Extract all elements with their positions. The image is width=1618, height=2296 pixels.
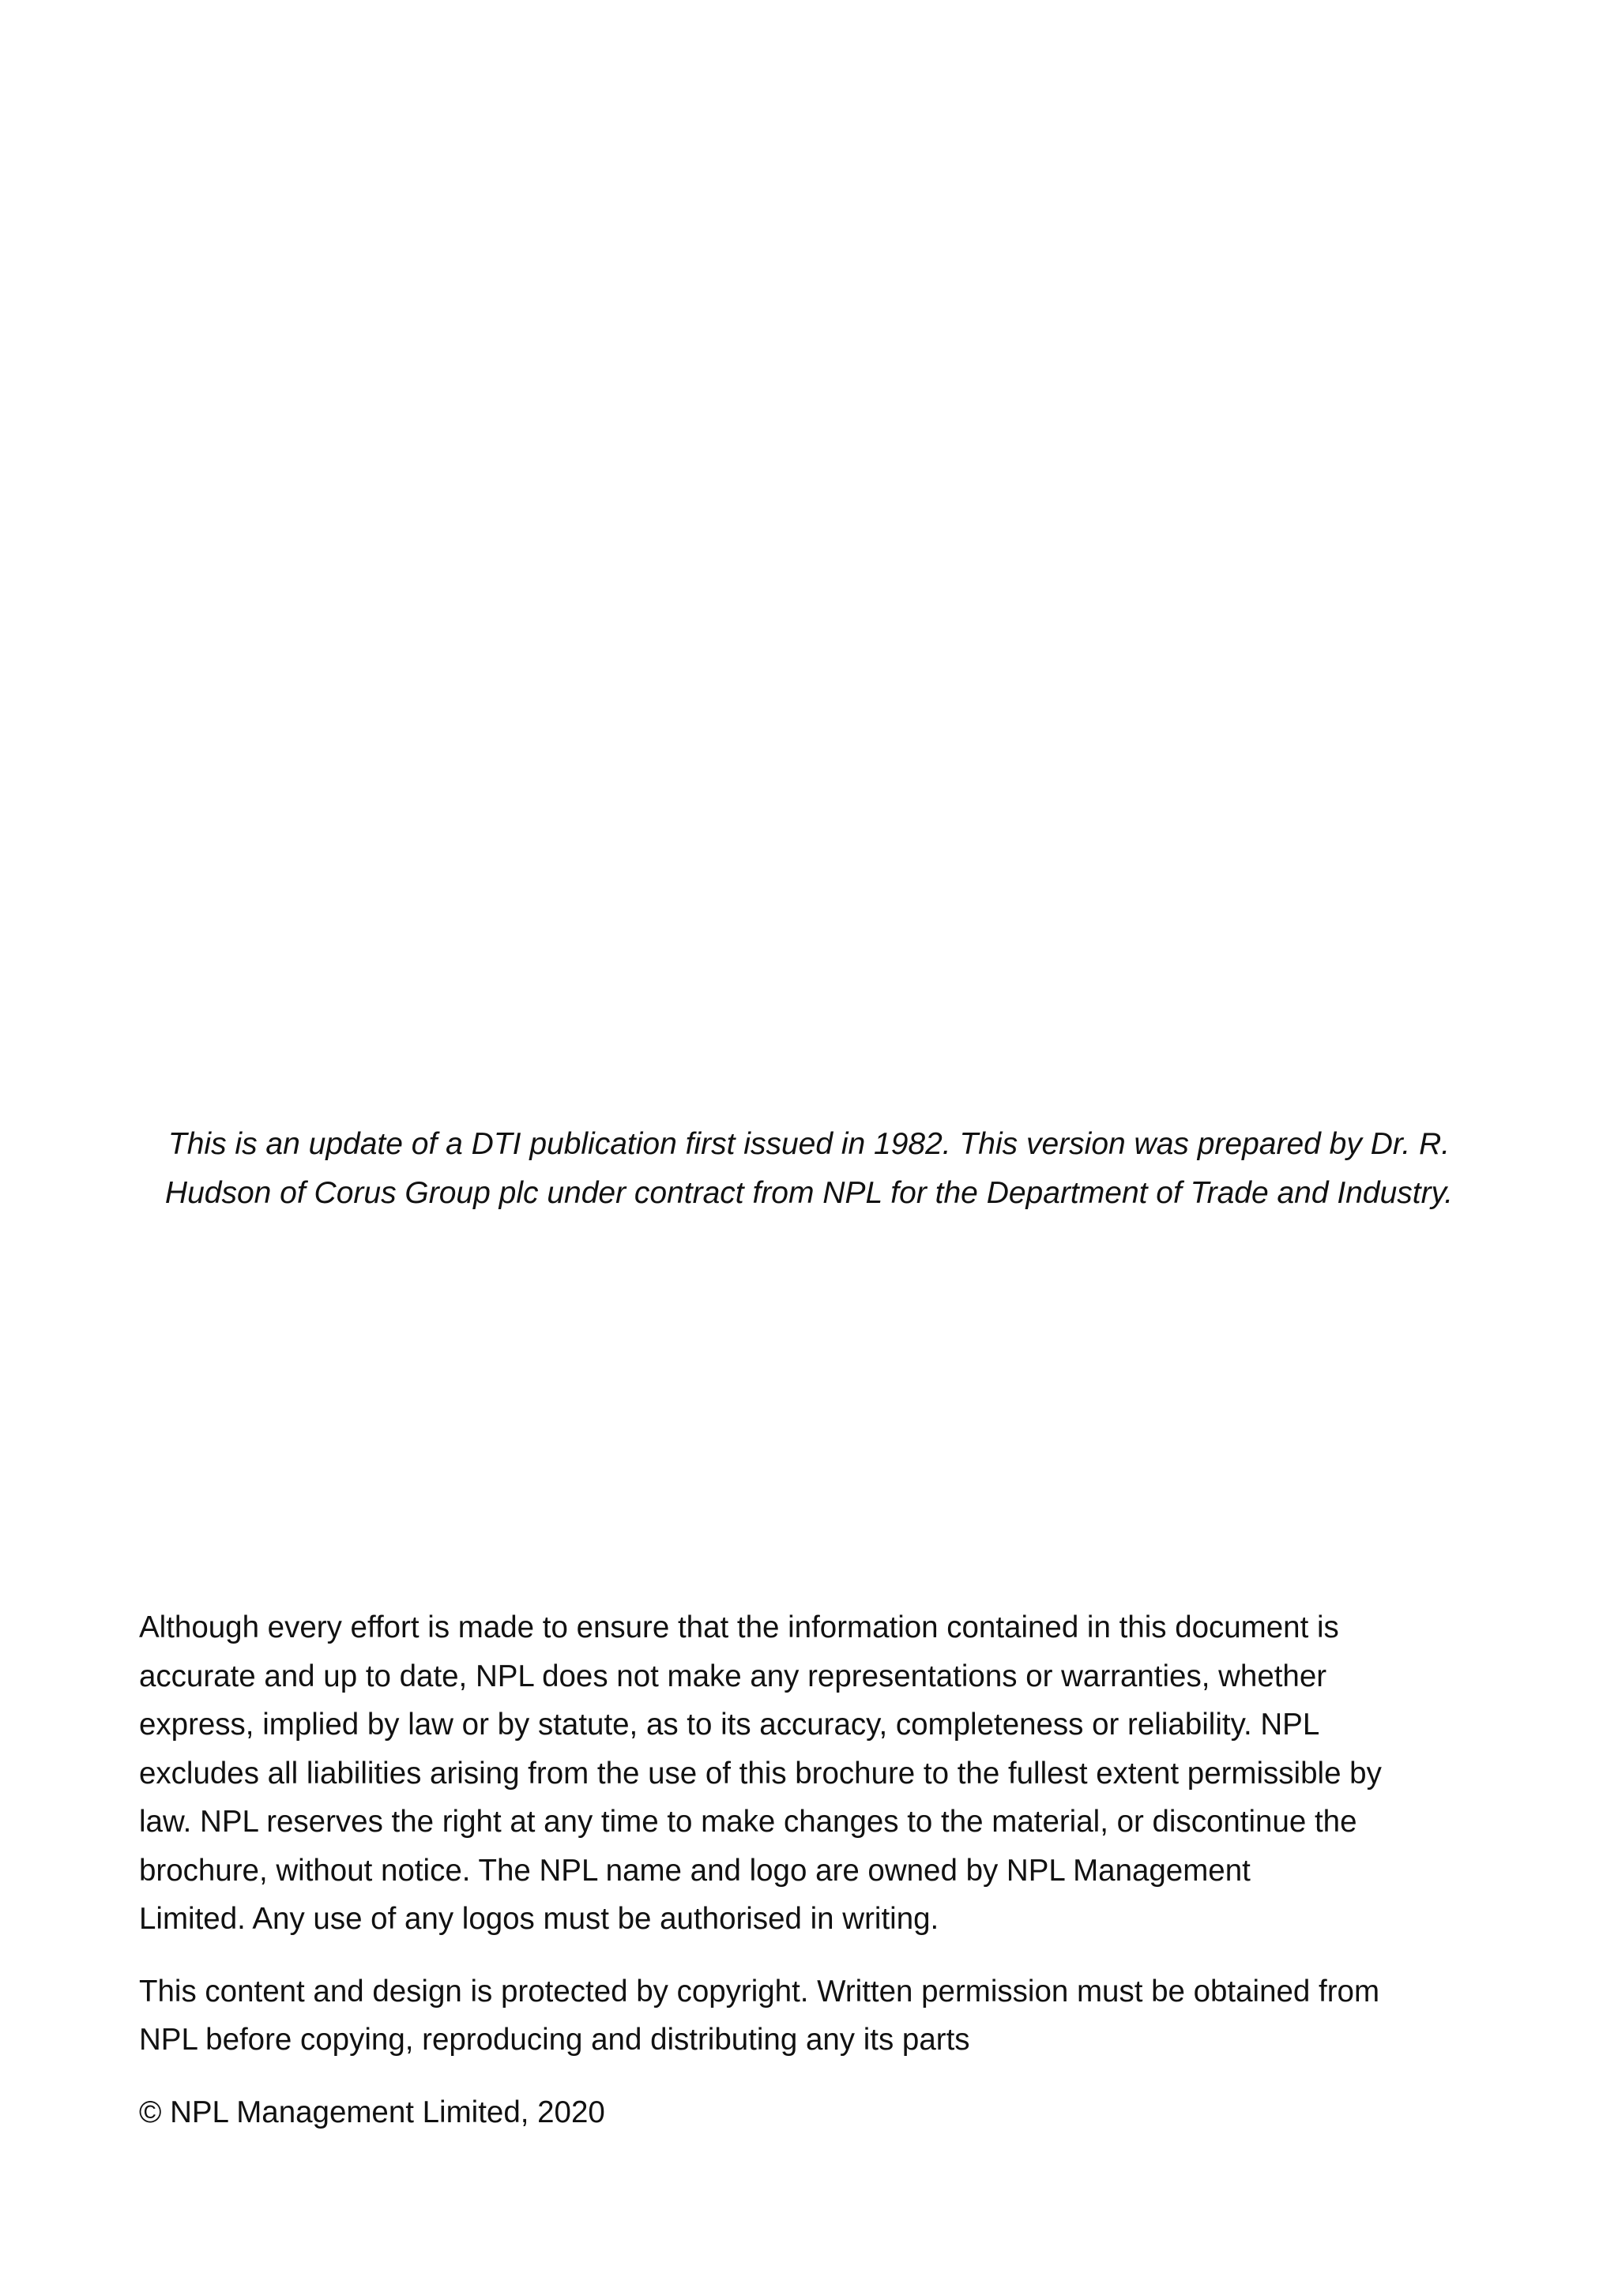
- publication-note: [119, 1120, 1499, 1218]
- disclaimer-section: [139, 1603, 1498, 2136]
- publication-note-line-2: Hudson of Corus Group plc under contract from NPL for the Department of Trade and Industry.: [164, 1176, 1454, 1210]
- disclaimer-line: Limited. Any use of any logos must be authorised in writing.: [139, 1902, 939, 1936]
- copyright-notice-line: NPL before copying, reproducing and distributing any its parts: [139, 2023, 970, 2057]
- disclaimer-line: express, implied by law or by statute, as to its accuracy, completeness or reliability. NPL: [139, 1708, 1320, 1742]
- disclaimer-line: excludes all liabilities arising from the use of this brochure to the fullest extent permissible by: [139, 1756, 1382, 1791]
- copyright-notice-line: This content and design is protected by copyright. Written permission must be obtained from: [139, 1974, 1380, 2009]
- disclaimer-line: Although every effort is made to ensure that the information contained in this document is: [139, 1610, 1339, 1644]
- publication-note-line-1: This is an update of a DTI publication first issued in 1982. This version was prepared by Dr. R.: [167, 1127, 1451, 1161]
- copyright-notice-paragraph: [139, 1967, 1498, 2065]
- disclaimer-line: law. NPL reserves the right at any time to make changes to the material, or discontinue the: [139, 1805, 1357, 1839]
- disclaimer-paragraph: [139, 1603, 1498, 1944]
- disclaimer-line: accurate and up to date, NPL does not make any representations or warranties, whether: [139, 1659, 1327, 1693]
- disclaimer-line: brochure, without notice. The NPL name and logo are owned by NPL Management: [139, 1853, 1251, 1888]
- copyright-line: © NPL Management Limited, 2020: [139, 2095, 605, 2129]
